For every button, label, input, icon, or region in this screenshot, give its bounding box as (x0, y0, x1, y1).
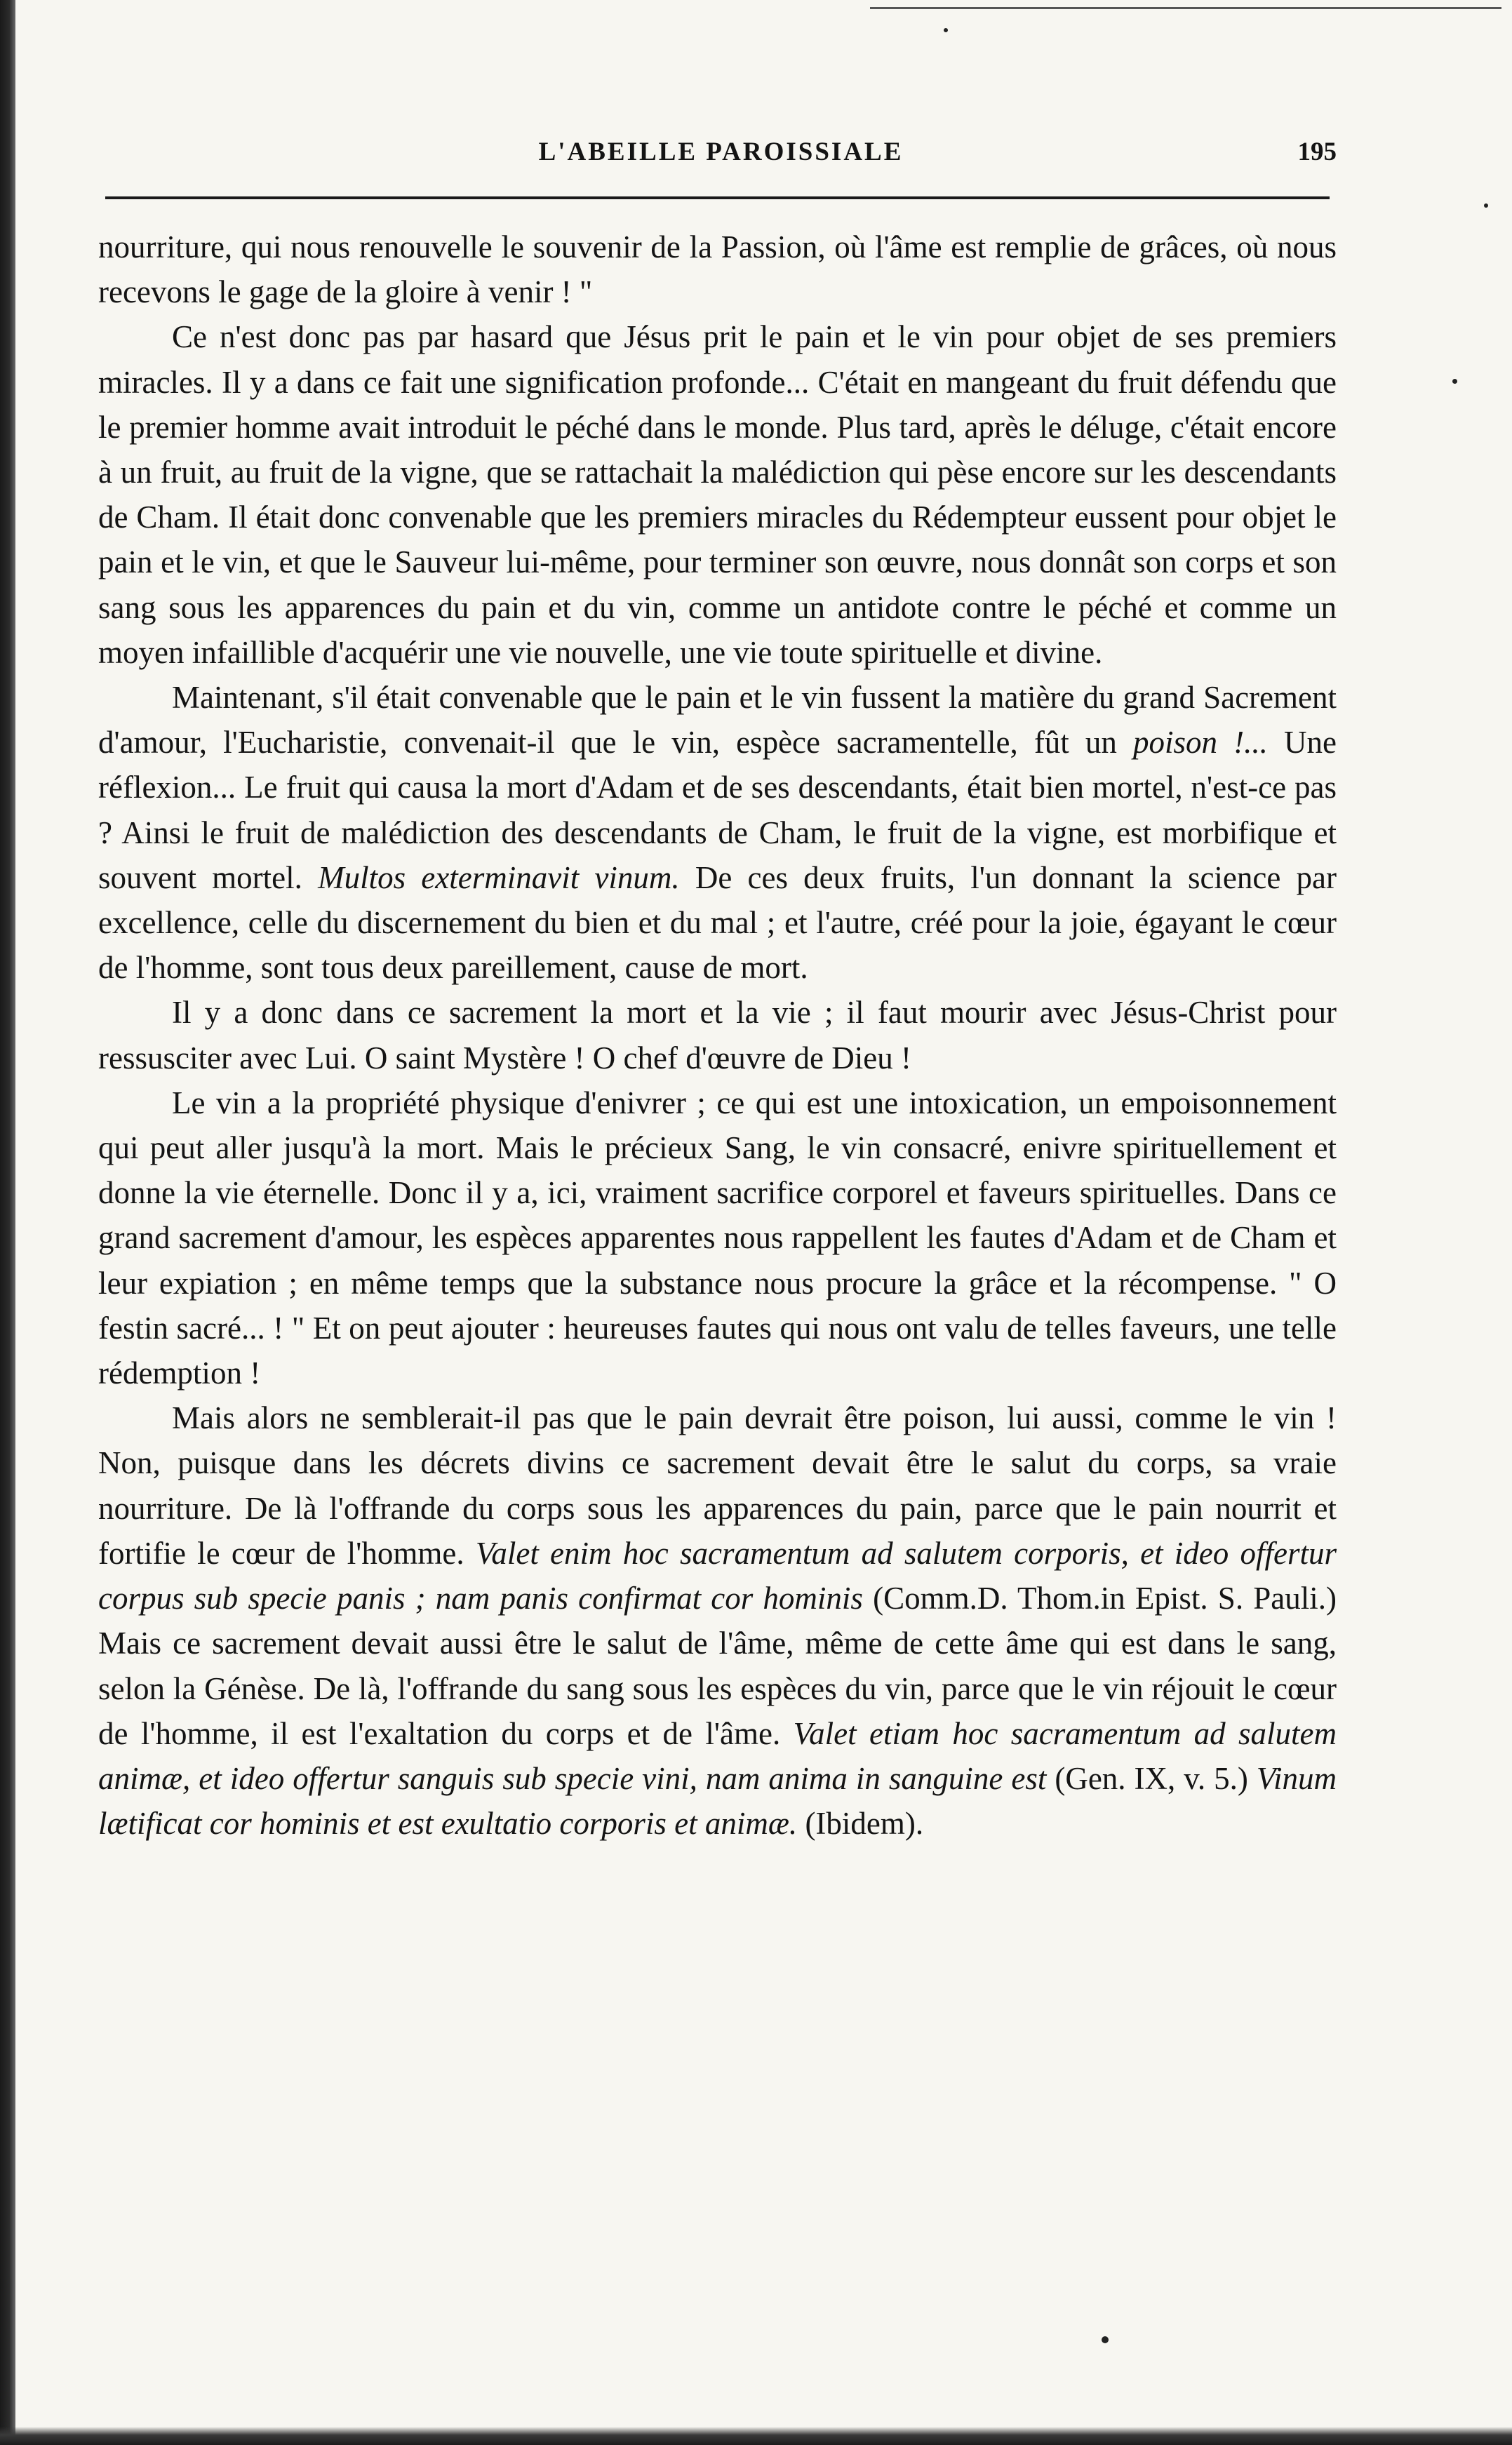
paragraph-6-text-b: (Comm.D. Thom.in Epist. S. Pauli.) Mais ce sacrement devait aussi être le salut de l'âme, même de cette âme qui est dans le sang, selon la Génèse. De là, l'offrande du sang sous les espèces du vin, parce que le vin réjouit le cœur de l'homme, il est l'exaltation du corps et de l'âme. (98, 1581, 1337, 1751)
binding-edge (0, 0, 15, 2445)
paragraph-2: Ce n'est donc pas par hasard que Jésus prit le pain et le vin pour objet de ses premiers miracles. Il y a dans ce fait une signification profonde... C'était en mangeant du fruit défendu que le premier homme avait introduit le péché dans le monde. Plus tard, après le déluge, c'était encore à un fruit, au fruit de la vigne, que se rattachait la malédiction qui pèse encore sur les descendants de Cham. Il était donc convenable que les premiers miracles du Rédempteur eussent pour objet le pain et le vin, et que le Sauveur lui-même, pour terminer son œuvre, nous donnât son corps et son sang sous les apparences du pain et du vin, comme un antidote contre le péché et comme un moyen infaillible d'acquérir une vie nouvelle, une vie toute spirituelle et divine. (98, 319, 1337, 670)
top-edge-rule (870, 7, 1501, 9)
paragraph-3-italic-poison: poison !... (1133, 725, 1268, 761)
paragraph-6 (98, 1395, 1337, 1846)
page-number: 195 (1297, 138, 1337, 166)
paragraph-6-latin-quote-3: Vinum lætificat cor hominis et est exultatio corporis et animæ. (98, 1760, 1337, 1842)
paragraph-6-latin-quote-1: Valet enim hoc sacramentum ad salutem corporis, et ideo offertur corpus sub specie panis ; nam panis confirmat cor hominis (98, 1535, 1337, 1616)
paragraph-6-citation-1: (Gen. IX, v. 5.) (1055, 1760, 1248, 1796)
header-rule (105, 196, 1330, 199)
running-title: L'ABEILLE PAROISSIALE (538, 138, 904, 166)
paragraph-3-text-a: Maintenant, s'il était convenable que le pain et le vin fussent la matière du grand Sacrement d'amour, l'Eucharistie, convenait-il que le vin, espèce sacramentelle, fût un (98, 680, 1337, 761)
paragraph-4: Il y a donc dans ce sacrement la mort et la vie ; il faut mourir avec Jésus-Christ pour ressusciter avec Lui. O saint Mystère ! O chef d'œuvre de Dieu ! (98, 995, 1337, 1076)
paragraph-3 (98, 675, 1337, 990)
paragraph-3-text-b: Une réflexion... Le fruit qui causa la mort d'Adam et de ses descendants, était bien mortel, n'est-ce pas ? Ainsi le fruit de malédiction des descendants de Cham, le fruit de la vigne, est morbifique et souvent mortel. (98, 725, 1337, 895)
page-header (105, 137, 1337, 179)
print-speck (1484, 203, 1488, 208)
print-speck (944, 28, 948, 32)
paragraph-6-latin-quote-2: Valet etiam hoc sacramentum ad salutem animæ, et ideo offertur sanguis sub specie vini, nam anima in sanguine est (98, 1715, 1337, 1796)
print-speck (1452, 379, 1457, 384)
paragraph-6-citation-2: (Ibidem). (805, 1806, 924, 1842)
paragraph-5: Le vin a la propriété physique d'enivrer ; ce qui est une intoxication, un empoisonnement qui peut aller jusqu'à la mort. Mais le précieux Sang, le vin consacré, enivre spirituellement et donne la vie éternelle. Donc il y a, ici, vraiment sacrifice corporel et faveurs spirituelles. Dans ce grand sacrement d'amour, les espèces apparentes nous rappellent les fautes d'Adam et de Cham et leur expiation ; en même temps que la substance nous procure la grâce et la récompense. " O festin sacré... ! " Et on peut ajouter : heureuses fautes qui nous ont valu de telles faveurs, une telle rédemption ! (98, 1085, 1337, 1391)
paragraph-1: nourriture, qui nous renouvelle le souvenir de la Passion, où l'âme est remplie de grâces, où nous recevons le gage de la gloire à venir ! " (98, 229, 1337, 310)
bottom-edge (0, 2427, 1512, 2445)
paragraph-3-latin-quote: Multos exterminavit vinum. (318, 859, 680, 895)
paragraph-3-text-c: De ces deux fruits, l'un donnant la science par excellence, celle du discernement du bien et du mal ; et l'autre, créé pour la joie, égayant le cœur de l'homme, sont tous deux pareillement, cause de mort. (98, 859, 1337, 986)
paragraph-6-text-a: Mais alors ne semblerait-il pas que le pain devrait être poison, lui aussi, comme le vin ! Non, puisque dans les décrets divins ce sacrement devait être le salut du corps, sa vraie nourriture. De là l'offrande du corps sous les apparences du pain, parce que le pain nourrit et fortifie le cœur de l'homme. (98, 1400, 1337, 1571)
print-speck (1102, 2336, 1109, 2343)
text-body (98, 225, 1337, 1846)
